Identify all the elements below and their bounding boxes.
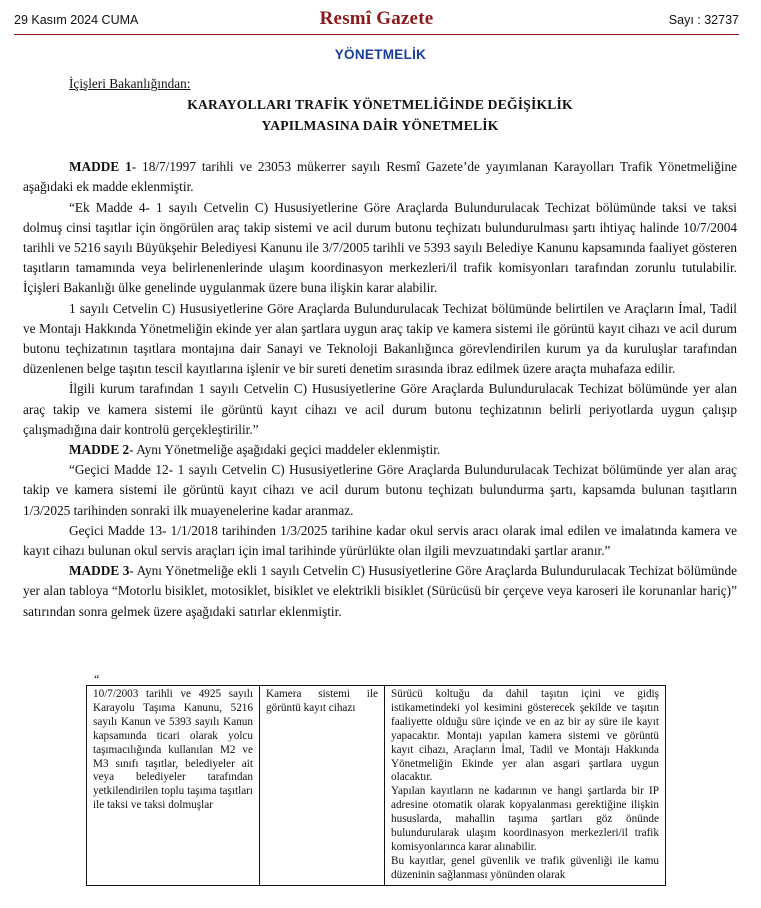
additional-article-4-paragraph-3: İlgili kurum tarafından 1 sayılı Cetvelin C) Hususiyetlerine Göre Araçlarda Bulundurulacak Techizat bölümünde yer alan araç takip ve kamera sistemi ile görüntü kayıt cihazı ve acil durum butonu teçhizatının belirli periyotlarda uygun çalışıp çalışmadığına dair kontrolü gerçekleştirilir.” xyxy=(23,381,737,437)
regulation-title-line-1: KARAYOLLARI TRAFİK YÖNETMELİĞİNDE DEĞİŞİKLİK xyxy=(187,97,573,113)
provisional-article-12: “Geçici Madde 12- 1 sayılı Cetvelin C) Hususiyetlerine Göre Araçlarda Bulundurulacak Techizat bölümünde yer alan araç takip ve kamera sistemi ile görüntü kayıt cihazı ve acil durum butonu teçhizatı bulundurma şartı, kapsamda bulunan taşıtların 1/3/2025 tarihinden sonraki ilk muayenelerine kadar aranmaz. xyxy=(23,462,737,518)
vehicle-scope-text: 10/7/2003 tarihli ve 4925 sayılı Karayolu Taşıma Kanunu, 5216 sayılı Kanun ve 5393 sayılı Kanun kapsamında ticari olarak yolcu taşımacılığında kullanılan M2 ve M3 sınıfı taşıtlar, belediyeler ait veya belediyeler tarafından yetkilendirilen toplu taşıma taşıtları ile taksi ve taksi dolmuşlar xyxy=(93,688,253,812)
regulation-title-line-2: YAPILMASINA DAİR YÖNETMELİK xyxy=(261,117,499,133)
article-2 xyxy=(23,440,737,460)
table-row xyxy=(87,686,666,886)
conditions-paragraph-3: Bu kayıtlar, genel güvenlik ve trafik güvenliği ile kamu düzeninin sağlanması yönünden olarak xyxy=(391,854,659,881)
provisional-article-13: Geçici Madde 13- 1/1/2018 tarihinden 1/3/2025 tarihine kadar okul servis aracı olarak imal edilen ve imalatında kamera ve kayıt cihazı bulunan okul servis araçları için imal tarihinde yürürlükte olan ilgili mevzuatındaki şartlar aranır.” xyxy=(23,522,737,559)
article-2-text: - Aynı Yönetmeliğe aşağıdaki geçici maddeler eklenmiştir. xyxy=(129,442,441,458)
gazette-header xyxy=(14,6,739,35)
article-1-label: MADDE 1 xyxy=(69,159,132,175)
document-body xyxy=(23,74,737,622)
additional-article-4-paragraph-1: “Ek Madde 4- 1 sayılı Cetvelin C) Hususiyetlerine Göre Araçlarda Bulundurulacak Techizat bölümünde taksi ve taksi dolmuş cinsi taşıtlar için öngörülen araç takip sistemi ve acil durum butonu teçhizatı bulundurulması şartı ihtiyaç halinde 10/7/2004 tarihli ve 5216 sayılı Büyükşehir Belediyesi Kanunu ile 3/7/2005 tarihli ve 5393 sayılı Belediye Kanunu kapsamında faaliyet gösteren taşıtların tamamında veya belirlenenlerinde ulaşım koordinasyon merkezleri/il trafik komisyonları tarafından zorunlu tutulabilir. İçişleri Bakanlığı ülke genelinde uygulanmak üzere buna ilişkin karar alabilir. xyxy=(23,199,737,296)
gazette-title: Resmî Gazete xyxy=(319,8,434,29)
ministry-name: İçişleri Bakanlığından: xyxy=(69,76,191,91)
equipment-table xyxy=(86,685,666,886)
vehicle-scope-cell xyxy=(87,686,260,886)
conditions-cell xyxy=(385,686,666,886)
conditions-paragraph-1: Sürücü koltuğu da dahil taşıtın içini ve gidiş istikametindeki yol kesimini gösterecek şekilde ve taşıtın faaliyette olduğu süre içinde ve en az bir ay süre ile kayıt yapacaktır. Montajı yapılan kamera sistemi ve görüntü kayıt cihazı, Araçların İmal, Tadil ve Montajı Hakkında Yönetmeliğin Ekinde yer alan asgari şartlara uygun olacaktır. xyxy=(391,688,659,784)
article-2-label: MADDE 2 xyxy=(69,442,130,458)
article-3-text: - Aynı Yönetmeliğe ekli 1 sayılı Cetvelin C) Hususiyetlerine Göre Araçlarda Bulundurulacak Techizat bölümünde yer alan tabloya “Motorlu bisiklet, motosiklet, bisiklet ve elektrikli bisiklet (Sürücüsü bir çerçeve veya karoseri ile korunanlar hariç)” satırından sonra gelmek üzere aşağıdaki satırlar eklenmiştir. xyxy=(23,563,738,619)
article-3 xyxy=(23,561,737,622)
article-1-text: - 18/7/1997 tarihli ve 23053 mükerrer sayılı Resmî Gazete’de yayımlanan Karayolları Trafik Yönetmeliğine aşağıdaki ek madde eklenmiştir. xyxy=(23,159,738,195)
article-3-label: MADDE 3 xyxy=(69,563,130,579)
equipment-table-wrapper xyxy=(86,672,676,908)
issue-number: Sayı : 32737 xyxy=(668,13,739,27)
section-heading: YÖNETMELİK xyxy=(334,47,427,62)
conditions-paragraph-2: Yapılan kayıtların ne kadarının ve hangi şartlarda bir IP adresine otomatik olarak kopyalanması gerektiğine ilişkin hususlarda, mahallin taşıma şartları göz önünde bulundurularak ulaşım koordinasyon merkezleri/il trafik komisyonlarınca karar alınabilir. xyxy=(391,785,659,853)
issue-date: 29 Kasım 2024 CUMA xyxy=(14,13,139,27)
equipment-text: Kamera sistemi ile görüntü kayıt cihazı xyxy=(266,688,378,714)
article-1 xyxy=(23,157,737,197)
additional-article-4-paragraph-2: 1 sayılı Cetvelin C) Hususiyetlerine Göre Araçlarda Bulundurulacak Techizat bölümünde belirtilen ve Araçların İmal, Tadil ve Montajı Hakkında Yönetmeliğin ekinde yer alan şartlara uygun araç takip ve kamera sistemi ile görüntü kayıt cihazı ve acil durum butonu teçhizatının taşıtlara montajına dair Sanayi ve Teknoloji Bakanlığınca görevlendirilen kurum ya da kuruluşlar tarafından düzenlenen belge taşıtın tescil kayıtlarına işlenir ve bir sureti denetim sırasında ibraz edilmek üzere araçta muhafaza edilir. xyxy=(23,300,737,377)
table-open-quote: “ xyxy=(94,672,100,686)
equipment-cell xyxy=(260,686,385,886)
